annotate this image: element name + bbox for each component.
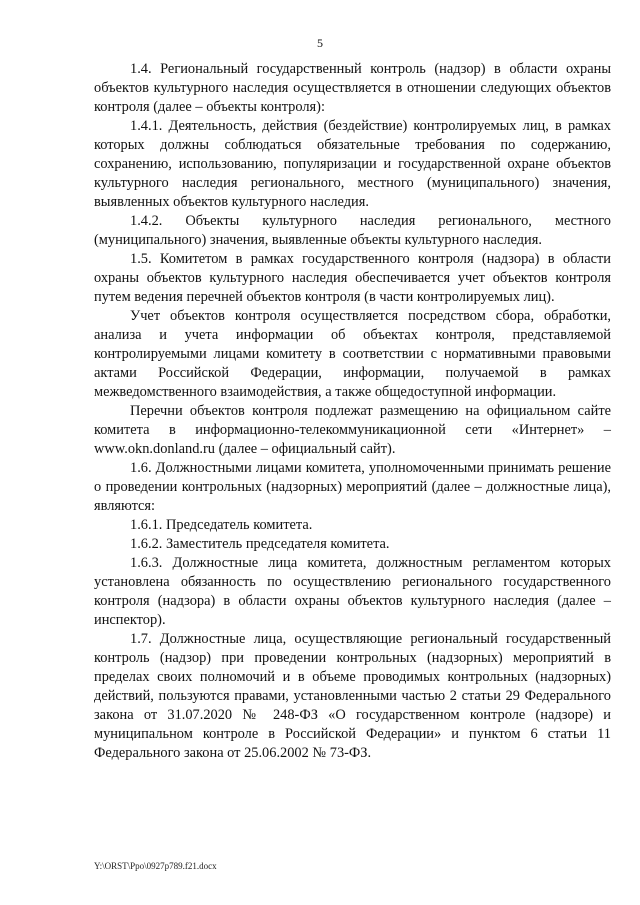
paragraph-1-6-1: 1.6.1. Председатель комитета.: [130, 517, 313, 533]
paragraph-1-6: 1.6. Должностными лицами комитета, уполномоченными принимать решение о проведении контрольных (надзорных) мероприятий (далее – должностные лица), являются:: [94, 460, 611, 514]
paragraph-accounting: Учет объектов контроля осуществляется посредством сбора, обработки, анализа и учета информации об объектах контроля, представляемой контролируемыми лицами комитету в соответствии с нормативными правовыми актами Российской Федерации, информации, получаемой в рамках межведомственного взаимодействия, а также общедоступной информации.: [94, 308, 611, 400]
page-number: 5: [317, 36, 323, 50]
paragraph-1-6-3: 1.6.3. Должностные лица комитета, должностным регламентом которых установлена обязанность по осуществлению регионального государственного контроля (надзора) в области охраны объектов культурного наследия (далее – инспектор).: [94, 555, 611, 628]
paragraph-1-6-2: 1.6.2. Заместитель председателя комитета.: [130, 536, 390, 552]
file-path-footer: Y:\ORST\Ppo\0927p789.f21.docx: [94, 861, 217, 871]
paragraph-1-7: 1.7. Должностные лица, осуществляющие региональный государственный контроль (надзор) при проведении контрольных (надзорных) мероприятий в пределах своих полномочий и в объеме проводимых контрольных (надзорных) действий, пользуются правами, установленными частью 2 статьи 29 Федерального закона от 31.07.2020 № 248-ФЗ «О государственном контроле (надзоре) и муниципальном контроле в Российской Федерации» и пунктом 6 статьи 11 Федерального закона от 25.06.2002 № 73-ФЗ.: [94, 631, 611, 761]
document-body: [94, 60, 611, 763]
paragraph-lists-publication: Перечни объектов контроля подлежат размещению на официальном сайте комитета в информационно-телекоммуникационной сети «Интернет» – www.okn.donland.ru (далее – официальный сайт).: [94, 403, 611, 457]
paragraph-1-4-2: 1.4.2. Объекты культурного наследия регионального, местного (муниципального) значения, выявленные объекты культурного наследия.: [94, 213, 611, 248]
paragraph-1-4-1: 1.4.1. Деятельность, действия (бездействие) контролируемых лиц, в рамках которых должны соблюдаться обязательные требования по содержанию, сохранению, использованию, популяризации и государственной охране объектов культурного наследия регионального, местного (муниципального) значения, выявленных объектов культурного наследия.: [94, 118, 611, 210]
paragraph-1-5: 1.5. Комитетом в рамках государственного контроля (надзора) в области охраны объектов культурного наследия обеспечивается учет объектов контроля путем ведения перечней объектов контроля (в части контролируемых лиц).: [94, 251, 611, 305]
paragraph-1-4: 1.4. Региональный государственный контроль (надзор) в области охраны объектов культурного наследия осуществляется в отношении следующих объектов контроля (далее – объекты контроля):: [94, 61, 611, 115]
